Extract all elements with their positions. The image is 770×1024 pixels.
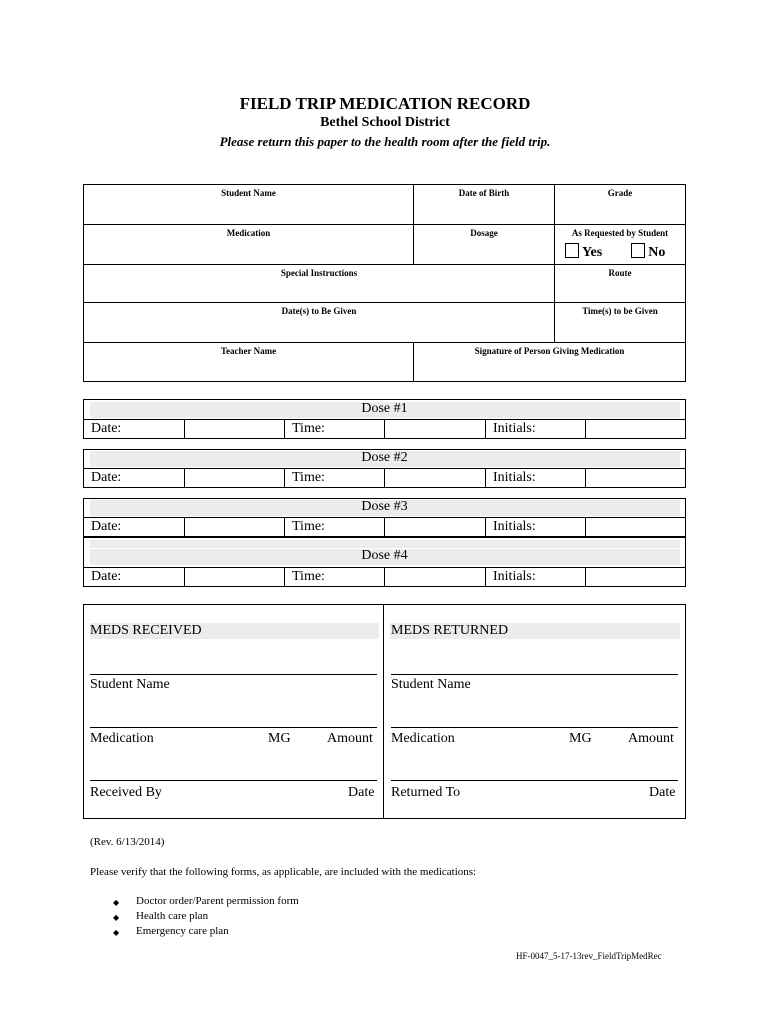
- received-by-line[interactable]: [90, 780, 377, 781]
- dose-4-initials-label: Initials:: [486, 568, 586, 586]
- dose-3-title: Dose #3: [361, 499, 408, 514]
- received-date-label: Date: [348, 785, 375, 800]
- form-code: HF-0047_5-17-13rev_FieldTripMedRec: [516, 951, 662, 961]
- dose-3-initials-label: Initials:: [486, 518, 586, 536]
- as-requested-field: [555, 225, 685, 265]
- dose-3-initials-input[interactable]: [586, 518, 685, 536]
- special-instructions-field[interactable]: [84, 265, 555, 303]
- dosage-label: Dosage: [470, 228, 498, 238]
- dosage-field[interactable]: [414, 225, 555, 265]
- student-name-field[interactable]: [84, 185, 414, 225]
- received-medication-line[interactable]: [90, 727, 377, 728]
- dose-2-initials-input[interactable]: [586, 469, 685, 487]
- returned-to-line[interactable]: [391, 780, 678, 781]
- dose-3-date-input[interactable]: [185, 518, 285, 536]
- dose-2-time-input[interactable]: [385, 469, 486, 487]
- dose-4-date-label: Date:: [84, 568, 185, 586]
- student-name-label: Student Name: [221, 188, 276, 198]
- returned-to-label: Returned To: [391, 785, 461, 800]
- meds-divider: [383, 604, 384, 819]
- returned-medication-line[interactable]: [391, 727, 678, 728]
- grade-label: Grade: [607, 188, 633, 198]
- dose-4-date-input[interactable]: [185, 568, 285, 586]
- dose-4-time-label: Time:: [285, 568, 385, 586]
- received-student-name-line[interactable]: [90, 674, 377, 675]
- returned-mg-label: MG: [569, 731, 592, 746]
- bullet-icon: ◆: [113, 913, 120, 922]
- dose-1-date-label: Date:: [84, 420, 185, 438]
- dose-1-initials-label: Initials:: [486, 420, 586, 438]
- bullet-icon: ◆: [113, 898, 120, 907]
- grade-field[interactable]: [555, 185, 685, 225]
- dose-4-initials-input[interactable]: [586, 568, 685, 586]
- times-given-field[interactable]: [555, 303, 685, 343]
- returned-student-name-line[interactable]: [391, 674, 678, 675]
- dose-1-row: [83, 419, 686, 439]
- received-by-label: Received By: [90, 785, 162, 800]
- medication-label: Medication: [226, 228, 271, 238]
- as-requested-label: As Requested by Student: [571, 228, 669, 238]
- dose-2-title: Dose #2: [361, 450, 408, 465]
- revision-note: (Rev. 6/13/2014): [90, 836, 165, 848]
- signature-label: Signature of Person Giving Medication: [474, 346, 625, 356]
- student-info-table: [83, 184, 686, 382]
- meds-returned-title: MEDS RETURNED: [391, 623, 509, 638]
- return-instruction: Please return this paper to the health room after the field trip.: [219, 134, 551, 149]
- dose-2-row: [83, 468, 686, 488]
- district-name: Bethel School District: [320, 115, 450, 130]
- dose-3-time-label: Time:: [285, 518, 385, 536]
- special-instructions-label: Special Instructions: [280, 268, 358, 278]
- received-mg-label: MG: [268, 731, 291, 746]
- form-list-item: Emergency care plan: [136, 925, 229, 937]
- signature-field[interactable]: [414, 343, 685, 381]
- dose-4-spacer-band: [90, 540, 680, 548]
- dose-3-row: [83, 517, 686, 537]
- form-title: FIELD TRIP MEDICATION RECORD: [239, 94, 531, 113]
- medication-field[interactable]: [84, 225, 414, 265]
- dose-2-time-label: Time:: [285, 469, 385, 487]
- meds-received-title: MEDS RECEIVED: [90, 623, 202, 638]
- dose-4-time-input[interactable]: [385, 568, 486, 586]
- route-label: Route: [608, 268, 632, 278]
- dose-4-title: Dose #4: [361, 548, 408, 563]
- dose-2-date-label: Date:: [84, 469, 185, 487]
- dose-2-date-input[interactable]: [185, 469, 285, 487]
- dose-1-time-input[interactable]: [385, 420, 486, 438]
- dose-1-initials-input[interactable]: [586, 420, 685, 438]
- received-medication-label: Medication: [90, 731, 154, 746]
- form-list-item: Health care plan: [136, 910, 209, 922]
- date-of-birth-label: Date of Birth: [458, 188, 510, 198]
- form-list-item: Doctor order/Parent permission form: [136, 895, 299, 907]
- yes-checkbox[interactable]: [565, 243, 579, 258]
- route-field[interactable]: [555, 265, 685, 303]
- dose-1-time-label: Time:: [285, 420, 385, 438]
- teacher-name-field[interactable]: [84, 343, 414, 381]
- yes-label: Yes: [582, 245, 603, 260]
- verify-instruction: Please verify that the following forms, as applicable, are included with the medications:: [90, 866, 477, 878]
- returned-student-name-label: Student Name: [391, 677, 471, 692]
- dose-1-date-input[interactable]: [185, 420, 285, 438]
- no-checkbox[interactable]: [631, 243, 645, 258]
- dates-given-field[interactable]: [84, 303, 555, 343]
- returned-date-label: Date: [649, 785, 676, 800]
- yes-no-options: [565, 243, 665, 261]
- date-of-birth-field[interactable]: [414, 185, 555, 225]
- received-amount-label: Amount: [327, 731, 373, 746]
- dose-3-time-input[interactable]: [385, 518, 486, 536]
- dose-1-title: Dose #1: [361, 401, 408, 416]
- dates-given-label: Date(s) to Be Given: [281, 306, 357, 316]
- bullet-icon: ◆: [113, 928, 120, 937]
- dose-4-row: [83, 567, 686, 587]
- dose-2-initials-label: Initials:: [486, 469, 586, 487]
- dose-3-date-label: Date:: [84, 518, 185, 536]
- no-label: No: [648, 245, 666, 260]
- received-student-name-label: Student Name: [90, 677, 170, 692]
- times-given-label: Time(s) to be Given: [582, 306, 658, 316]
- returned-medication-label: Medication: [391, 731, 455, 746]
- teacher-name-label: Teacher Name: [220, 346, 277, 356]
- returned-amount-label: Amount: [628, 731, 674, 746]
